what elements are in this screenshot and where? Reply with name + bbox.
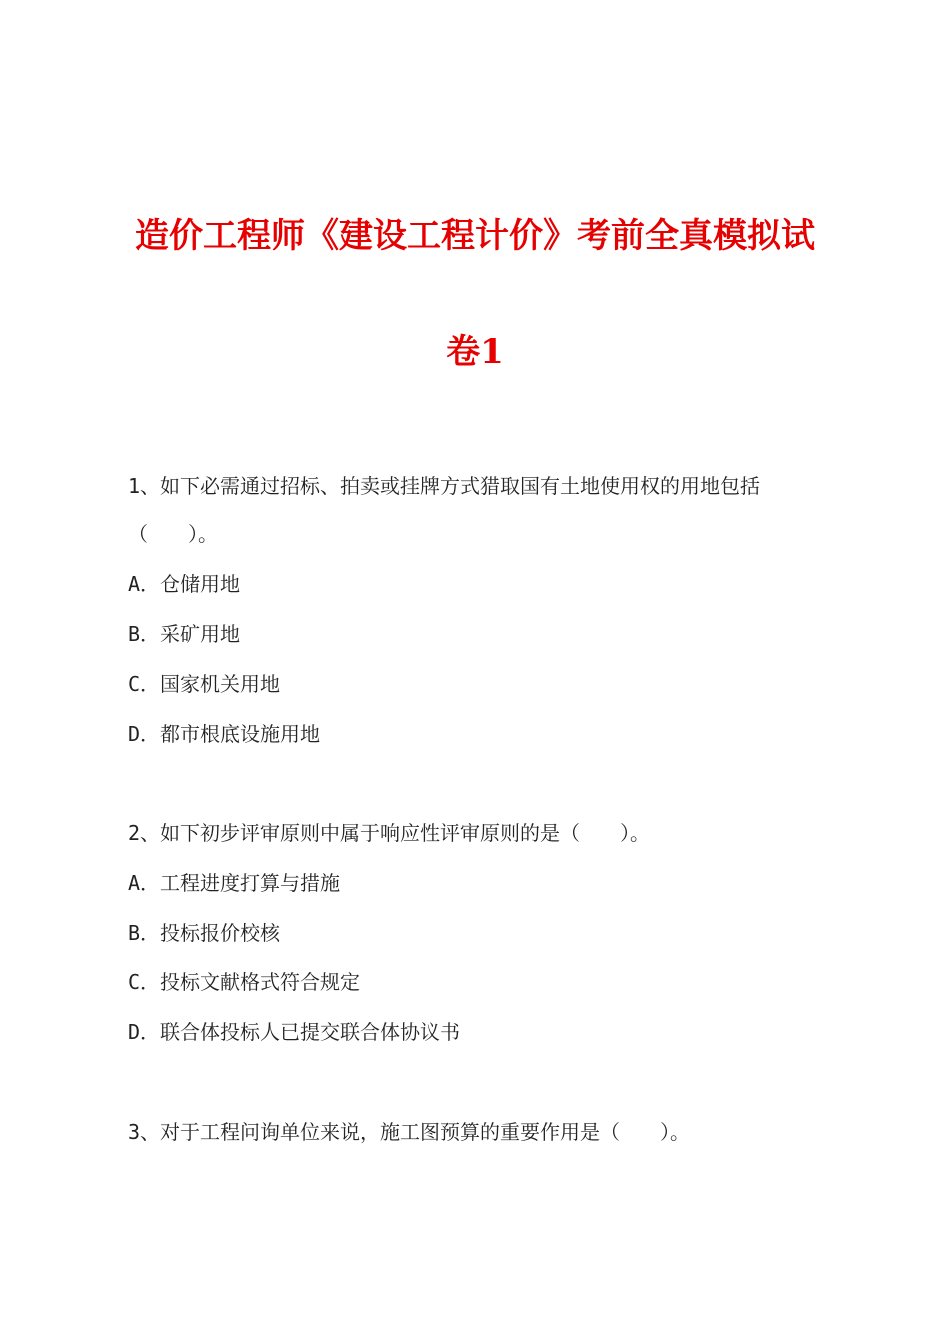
question-1-option-a: A．仓储用地 (128, 572, 241, 596)
question-2-option-a: A．工程进度打算与措施 (128, 871, 341, 895)
question-1-option-b: B．采矿用地 (128, 622, 241, 646)
question-2-option-d: D．联合体投标人已提交联合体协议书 (128, 1020, 461, 1044)
question-2-option-c: C．投标文献格式符合规定 (128, 970, 361, 994)
question-2-stem: 2、如下初步评审原则中属于响应性评审原则的是（ ）。 (128, 821, 651, 845)
question-1-stem-line1: 1、如下必需通过招标、拍卖或挂牌方式猎取国有土地使用权的用地包括 (128, 474, 761, 498)
question-1-stem-line2: （ ）。 (128, 522, 218, 546)
document-title-line2: 卷1 (446, 332, 504, 372)
question-2-option-b: B．投标报价校核 (128, 921, 281, 945)
question-3-stem: 3、对于工程问询单位来说，施工图预算的重要作用是（ ）。 (128, 1120, 691, 1144)
question-1-option-d: D．都市根底设施用地 (128, 722, 321, 746)
document-title-line1: 造价工程师《建设工程计价》考前全真模拟试 (135, 216, 815, 256)
question-1-option-c: C．国家机关用地 (128, 672, 281, 696)
